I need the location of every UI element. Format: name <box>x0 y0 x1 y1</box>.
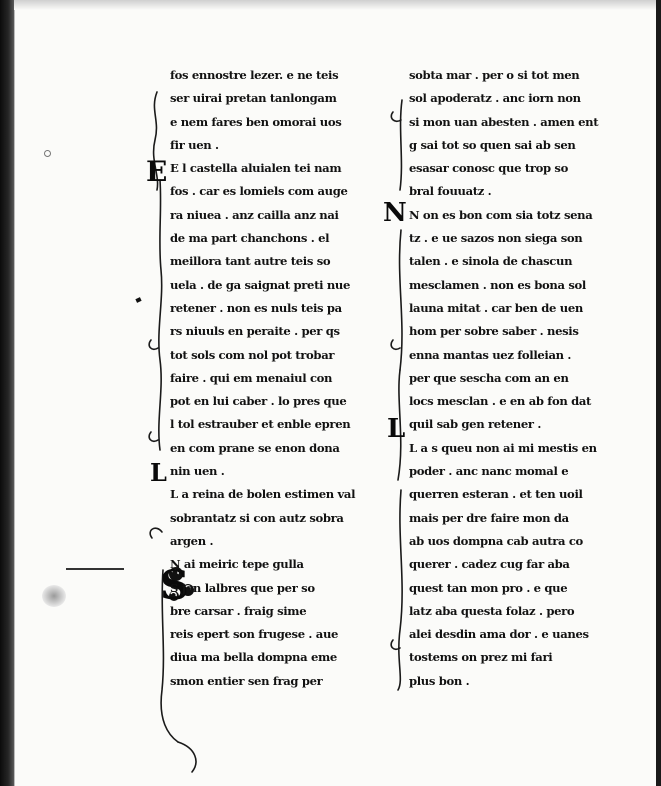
text-line: sobrantatz si con autz sobra <box>170 510 344 525</box>
text-line: g sai tot so quen sai ab sen <box>409 137 576 152</box>
text-line: enna mantas uez folleian . <box>409 347 572 362</box>
text-line: S jon lalbres que per so <box>170 580 315 595</box>
text-line: nin uen . <box>170 464 225 479</box>
text-line: faire . qui em menaiul con <box>170 370 333 385</box>
text-line: ra niuea . anz cailla anz nai <box>170 207 339 222</box>
text-line: rs niuuls en peraite . per qs <box>170 324 340 339</box>
text-line: esasar conosc que trop so <box>409 161 568 176</box>
right-text-column <box>409 64 631 693</box>
initial-n-right: N <box>383 198 407 228</box>
text-line: sobta mar . per o si tot men <box>409 68 580 82</box>
initial-l-right: L <box>387 414 406 444</box>
text-line: E l castella aluialen tei nam <box>170 161 342 176</box>
text-line: fos . car es lomiels com auge <box>170 184 348 199</box>
text-line: ser uirai pretan tanlongam <box>170 91 337 106</box>
text-line: sol apoderatz . anc iorn non <box>409 91 581 106</box>
text-line: N on es bon com sia totz sena <box>409 207 593 222</box>
text-line: pot en lui caber . lo pres que <box>170 394 347 409</box>
text-line: talen . e sinola de chascun <box>409 254 573 269</box>
initial-s-left: S <box>160 562 189 609</box>
text-line: fir uen . <box>170 137 219 152</box>
text-line: l tol estrauber et enble epren <box>170 417 351 432</box>
left-text-column <box>170 64 385 693</box>
text-line: latz aba questa folaz . pero <box>409 603 575 618</box>
text-line: mesclamen . non es bona sol <box>409 277 586 292</box>
text-line: uela . de ga saignat preti nue <box>170 277 351 292</box>
text-line: smon entier sen frag per <box>170 673 323 688</box>
text-line: quest tan mon pro . e que <box>409 580 568 595</box>
text-line: per que sescha com an en <box>409 370 569 385</box>
text-line: plus bon . <box>409 673 470 688</box>
initial-l-left: L <box>150 458 167 487</box>
text-line: si mon uan abesten . amen ent <box>409 114 599 129</box>
text-line: bral fouuatz . <box>409 184 492 199</box>
text-line: tz . e ue sazos non siega son <box>409 231 583 246</box>
text-line: meillora tant autre teis so <box>170 254 331 269</box>
text-line: diua ma bella dompna eme <box>170 650 337 665</box>
text-line: mais per dre faire mon da <box>409 510 569 525</box>
text-line: tostems on prez mi fari <box>409 650 553 665</box>
text-line: tot sols com nol pot trobar <box>170 347 335 362</box>
text-line: locs mesclan . e en ab fon dat <box>409 394 592 409</box>
text-line: L a s queu non ai mi mestis en <box>409 440 597 455</box>
text-line: querren esteran . et ten uoil <box>409 487 583 502</box>
text-line: L a reina de bolen estimen val <box>170 487 356 502</box>
text-line: N ai meiric tepe gulla <box>170 557 304 572</box>
text-line: poder . anc nanc momal e <box>409 464 569 479</box>
text-line: quil sab gen retener . <box>409 417 542 432</box>
initial-e-left: E <box>146 155 168 188</box>
text-line: reis epert son frugese . aue <box>170 627 339 642</box>
text-line: hom per sobre saber . nesis <box>409 324 579 339</box>
text-line: retener . non es nuls teis pa <box>170 300 342 315</box>
text-line: ab uos dompna cab autra co <box>409 533 583 548</box>
text-line: de ma part chanchons . el <box>170 231 330 246</box>
text-line: bre carsar . fraig sime <box>170 603 307 618</box>
text-line: fos ennostre lezer. e ne teis <box>170 68 339 82</box>
text-line: launa mitat . car ben de uen <box>409 300 583 315</box>
text-line: en com prane se enon dona <box>170 440 340 455</box>
text-line: alei desdin ama dor . e uanes <box>409 627 589 642</box>
text-line: e nem fares ben omorai uos <box>170 114 342 129</box>
text-line: argen . <box>170 533 214 548</box>
text-line: querer . cadez cug far aba <box>409 557 570 572</box>
